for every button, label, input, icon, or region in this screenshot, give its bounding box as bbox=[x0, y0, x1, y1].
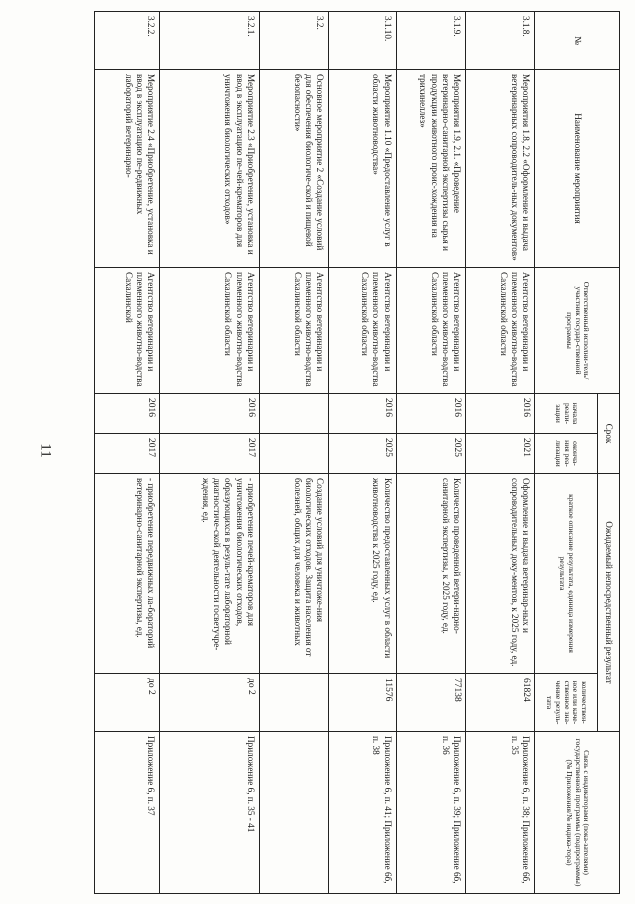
cell-executor: Агентство ветеринарии и племенного животно-водства Сахалинской области bbox=[259, 268, 328, 394]
table-row bbox=[259, 12, 328, 894]
cell-desc: Количество предоставленных услуг в области животноводства к 2025 году, ед. bbox=[329, 474, 396, 674]
table-row bbox=[466, 12, 535, 894]
cell-start bbox=[259, 394, 328, 434]
cell-link: Приложение 6, п. 35 - 41 bbox=[160, 732, 260, 894]
cell-no: 3.2.2. bbox=[95, 12, 160, 70]
cell-no: 3.1.10. bbox=[329, 12, 396, 70]
cell-qty bbox=[259, 674, 328, 732]
header-result-desc: краткое описание результата, единица измерения результата bbox=[535, 474, 598, 674]
cell-link: Приложение 6, п. 37 bbox=[95, 732, 160, 894]
cell-desc: Оформление и выдача ветеринар-ных и сопроводительных доку-ментов, к 2025 году, ед. bbox=[466, 474, 535, 674]
header-link: Связь с индикаторами (пока-зателями) государственной программы (подпрограммы) (№ Приложения/№ индика-тора) bbox=[535, 732, 620, 894]
header-result-qty: количествен-ное или каче-ственное зна-чение резуль-тата bbox=[535, 674, 598, 732]
cell-qty: до 2 bbox=[160, 674, 260, 732]
cell-qty: 11576 bbox=[329, 674, 396, 732]
rotated-table-sheet bbox=[94, 11, 620, 893]
cell-no: 3.2. bbox=[259, 12, 328, 70]
header-name: Наименование мероприятия bbox=[535, 70, 620, 268]
cell-name: Мероприятия 1.8, 2.2 «Оформление и выдача ветеринарных сопроводитель-ных документов» bbox=[466, 70, 535, 268]
header-start: начала реали-зации bbox=[535, 394, 598, 434]
cell-end: 2025 bbox=[396, 434, 465, 474]
cell-desc: - приобретение передвижных ла-бораторий ветеринарно-санитарной экспертизы, ед. bbox=[95, 474, 160, 674]
cell-qty: 61824 bbox=[466, 674, 535, 732]
table-row bbox=[396, 12, 465, 894]
cell-end: 2017 bbox=[160, 434, 260, 474]
cell-no: 3.1.9. bbox=[396, 12, 465, 70]
cell-qty: до 2 bbox=[95, 674, 160, 732]
header-no: № bbox=[535, 12, 620, 70]
cell-link: Приложение 6, п. 38; Приложение 6б, п. 35 bbox=[466, 732, 535, 894]
table-row bbox=[160, 12, 260, 894]
cell-desc: Создание условий для уничтоже-ния биологических отходов. Защита населения от болезней, общих для человека и животных bbox=[259, 474, 328, 674]
cell-qty: 77138 bbox=[396, 674, 465, 732]
cell-link bbox=[259, 732, 328, 894]
cell-end: 2021 bbox=[466, 434, 535, 474]
header-term: Срок bbox=[598, 394, 620, 474]
cell-start: 2016 bbox=[396, 394, 465, 434]
cell-link: Приложение 6, п. 39; Приложение 6б, п. 36 bbox=[396, 732, 465, 894]
cell-name: Мероприятие 2.4 «Приобретение, установка и ввод в эксплуатацию пе-редвижных лабораторий ветеринарно- bbox=[95, 70, 160, 268]
table-row bbox=[329, 12, 396, 894]
cell-desc: - приобретение печей-крематоров для уничтожения биологических отходов, образующихся в резуль-тате лабораторной диагностиче-ской деятельности госветучре-ждения, ед. bbox=[160, 474, 260, 674]
cell-start: 2016 bbox=[95, 394, 160, 434]
header-result: Ожидаемый непосредственный результат bbox=[598, 474, 620, 732]
cell-no: 3.2.1. bbox=[160, 12, 260, 70]
cell-executor: Агентство ветеринарии и племенного животно-водства Сахалинской области bbox=[396, 268, 465, 394]
page-number: 11 bbox=[37, 443, 54, 458]
cell-start: 2016 bbox=[160, 394, 260, 434]
cell-name: Мероприятия 1.9, 2.1. «Проведение ветеринарно-санитарной экспертизы сырья и продукции животного проис-хождения на трихинеллез» bbox=[396, 70, 465, 268]
header-row-1 bbox=[598, 12, 620, 894]
cell-start: 2016 bbox=[466, 394, 535, 434]
cell-end bbox=[259, 434, 328, 474]
cell-end: 2017 bbox=[95, 434, 160, 474]
cell-desc: Количество проведенной ветери-нарно-санитарной экспертизы, к 2025 году, ед. bbox=[396, 474, 465, 674]
table-row bbox=[95, 12, 160, 894]
cell-executor: Агентство ветеринарии и племенного животно-водства Сахалинской bbox=[95, 268, 160, 394]
header-end: оконча-ния реа-лизации bbox=[535, 434, 598, 474]
cell-executor: Агентство ветеринарии и племенного животно-водства Сахалинской области bbox=[466, 268, 535, 394]
header-executor: Ответственный исполни-тель/ участник государ-ственной программы bbox=[535, 268, 620, 394]
cell-name: Основное мероприятие 2 «Создание условий для обеспечения биологиче-ской и пищевой безопасности» bbox=[259, 70, 328, 268]
cell-end: 2025 bbox=[329, 434, 396, 474]
activities-table bbox=[94, 11, 620, 894]
cell-start: 2016 bbox=[329, 394, 396, 434]
cell-link: Приложение 6, п. 41; Приложение 6б, п. 38 bbox=[329, 732, 396, 894]
cell-name: Мероприятие 2.3 «Приобретение, установка и ввод в эксплуатацию пе-чей-крематоров для уничтожения биологических отходов» bbox=[160, 70, 260, 268]
cell-no: 3.1.8. bbox=[466, 12, 535, 70]
cell-executor: Агентство ветеринарии и племенного животно-водства Сахалинской области bbox=[160, 268, 260, 394]
cell-executor: Агентство ветеринарии и племенного животно-водства Сахалинской области bbox=[329, 268, 396, 394]
cell-name: Мероприятие 1.10 «Предоставление услуг в области животноводства» bbox=[329, 70, 396, 268]
